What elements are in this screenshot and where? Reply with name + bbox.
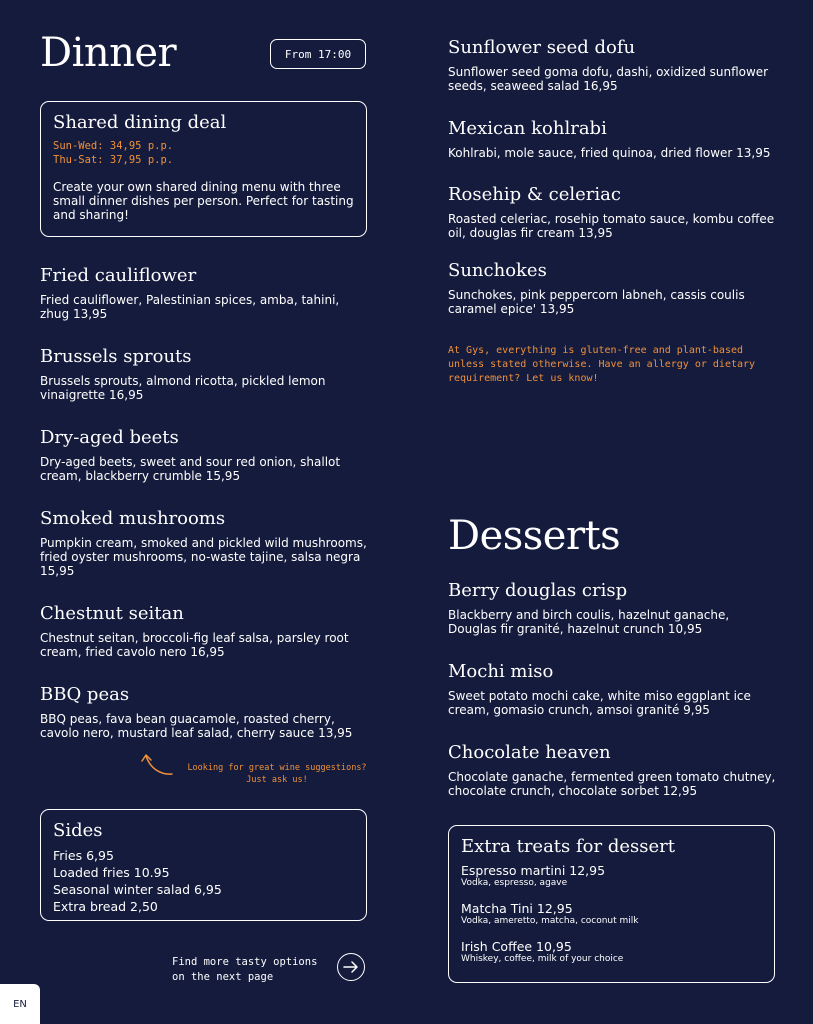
dish-name: Sunchokes [448,260,547,281]
treat-description: Vodka, ameretto, matcha, coconut milk [461,916,639,926]
deal-description: Create your own shared dining menu with three small dinner dishes per person. Perfect for tasting and sharing! [53,180,354,222]
dish-description: Dry-aged beets, sweet and sour red onion, shallot cream, blackberry crumble 15,95 [40,455,341,483]
treat-item [461,901,762,927]
sides-box [40,809,367,921]
dish-description: Kohlrabi, mole sauce, fried quinoa, dried flower 13,95 [448,146,771,160]
dish-item [40,346,370,402]
extra-treats-box [448,825,775,983]
arrow-right-icon [343,960,359,974]
dish-item [448,184,778,240]
dessert-name: Chocolate heaven [448,742,611,763]
deal-prices [53,139,354,167]
sides-list [53,847,354,915]
desserts-title: Desserts [448,513,621,559]
next-page-line: on the next page [172,971,274,983]
side-item: Loaded fries 10.95 [53,865,170,880]
curved-arrow-icon [140,752,176,778]
treats-title: Extra treats for dessert [461,836,675,857]
dish-name: Rosehip & celeriac [448,184,621,205]
dish-description: Brussels sprouts, almond ricotta, pickled lemon vinaigrette 16,95 [40,374,326,402]
dessert-description: Sweet potato mochi cake, white miso eggplant ice cream, gomasio crunch, amsoi granité 9,95 [448,689,751,717]
dish-name: Brussels sprouts [40,346,192,367]
dish-item [40,427,370,483]
dessert-item [448,580,778,636]
dish-description: Sunchokes, pink peppercorn labneh, cassis coulis caramel epice' 13,95 [448,288,745,316]
dish-item [40,508,370,578]
dish-name: Chestnut seitan [40,603,184,624]
dessert-item [448,661,778,717]
dish-name: Dry-aged beets [40,427,179,448]
from-time-badge: From 17:00 [270,39,366,69]
dish-description: Fried cauliflower, Palestinian spices, amba, tahini, zhug 13,95 [40,293,340,321]
dish-item [448,37,778,93]
allergy-note: At Gys, everything is gluten-free and plant-based unless stated otherwise. Have an allergy or dietary requirement? Let us know! [448,345,756,384]
wine-note-line: Looking for great wine suggestions? [187,763,367,773]
dish-description: Sunflower seed goma dofu, dashi, oxidized sunflower seeds, seaweed salad 16,95 [448,65,769,93]
dessert-name: Berry douglas crisp [448,580,628,601]
deal-price-weekend: Thu-Sat: 37,95 p.p. [53,154,174,166]
dish-name: Smoked mushrooms [40,508,226,529]
deal-price-weekdays: Sun-Wed: 34,95 p.p. [53,140,174,152]
dish-item [448,118,778,160]
dish-item [448,260,778,316]
dish-name: Fried cauliflower [40,265,197,286]
dish-name: Mexican kohlrabi [448,118,607,139]
deal-title: Shared dining deal [53,112,227,133]
dish-name: BBQ peas [40,684,130,705]
dish-description: Chestnut seitan, broccoli-fig leaf salsa, parsley root cream, fried cavolo nero 16,95 [40,631,349,659]
dessert-description: Blackberry and birch coulis, hazelnut ganache, Douglas fir granité, hazelnut crunch 10,95 [448,608,730,636]
dinner-title: Dinner [40,30,177,76]
dish-item [40,265,370,321]
side-item: Extra bread 2,50 [53,899,158,914]
dish-item [40,603,370,659]
dessert-item [448,742,778,798]
next-page-line: Find more tasty options [172,956,318,968]
treat-description: Whiskey, coffee, milk of your choice [461,954,624,964]
shared-dining-deal-box [40,101,367,237]
treat-name: Espresso martini 12,95 [461,863,606,878]
dish-description: BBQ peas, fava bean guacamole, roasted cherry, cavolo nero, mustard leaf salad, cherry sauce 13,95 [40,712,353,740]
treat-name: Matcha Tini 12,95 [461,901,573,916]
treat-description: Vodka, espresso, agave [461,878,568,888]
dish-item [40,684,370,740]
side-item: Fries 6,95 [53,848,114,863]
wine-suggestion-note [182,762,372,786]
wine-note-line: Just ask us! [246,775,308,785]
treat-item [461,939,762,965]
dish-description: Pumpkin cream, smoked and pickled wild mushrooms, fried oyster mushrooms, no-waste tajine, salsa negra 15,95 [40,536,367,578]
next-page-note [172,955,317,985]
side-item: Seasonal winter salad 6,95 [53,882,222,897]
treat-name: Irish Coffee 10,95 [461,939,572,954]
treat-item [461,863,762,889]
language-switch[interactable]: EN [0,984,40,1024]
sides-title: Sides [53,820,103,841]
next-page-button[interactable] [337,953,365,981]
dessert-name: Mochi miso [448,661,554,682]
dessert-description: Chocolate ganache, fermented green tomato chutney, chocolate crunch, chocolate sorbet 12,95 [448,770,776,798]
dish-name: Sunflower seed dofu [448,37,636,58]
dish-description: Roasted celeriac, rosehip tomato sauce, kombu coffee oil, douglas fir cream 13,95 [448,212,775,240]
